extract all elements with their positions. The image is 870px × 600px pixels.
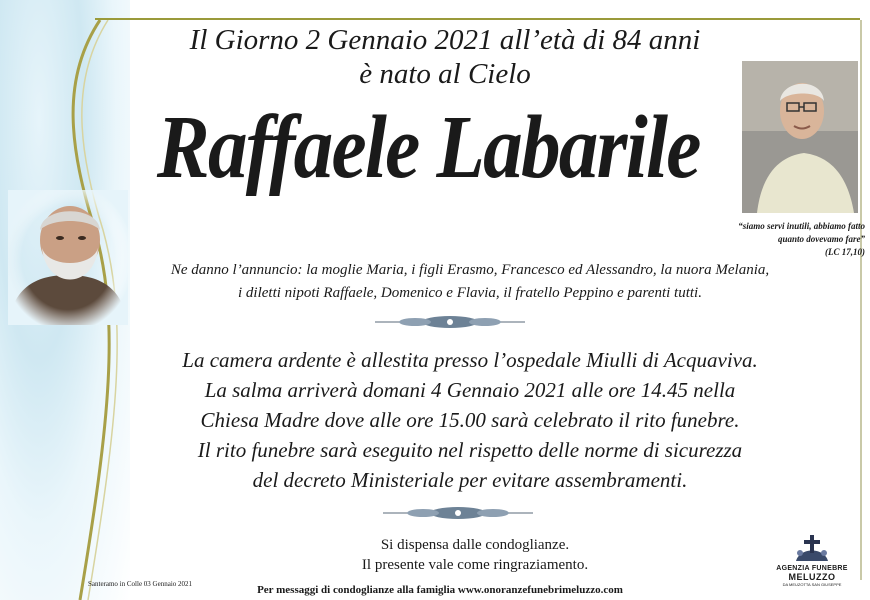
quote-line-2: quanto dovevamo fare”: [778, 234, 865, 244]
details-line-4: Il rito funebre sarà eseguito nel rispetto delle norme di sicurezza: [197, 438, 743, 462]
quote-reference: (LC 17,10): [825, 247, 865, 257]
logo-agency-label: AGENZIA FUNEBRE: [776, 565, 848, 572]
thanks-note: [300, 535, 650, 575]
heaven-line: è nato al Cielo: [359, 58, 531, 90]
portrait-photo: [742, 61, 858, 213]
bible-quote: [735, 220, 865, 259]
details-line-1: La camera ardente è allestita presso l’ospedale Miulli di Acquaviva.: [182, 348, 758, 372]
death-date-line: Il Giorno 2 Gennaio 2021 all’età di 84 anni: [189, 24, 701, 56]
announcement-line-2: i diletti nipoti Raffaele, Domenico e Flavia, il fratello Peppino e parenti tutti.: [238, 285, 702, 301]
ornament-divider-icon: [383, 505, 533, 521]
place-date: Santeramo in Colle 03 Gennaio 2021: [88, 580, 193, 588]
details-line-5: del decreto Ministeriale per evitare assembramenti.: [252, 468, 688, 492]
right-border-line: [860, 20, 862, 580]
logo-agency-name: MELUZZO: [788, 572, 836, 582]
cross-emblem-icon: [792, 533, 832, 565]
saint-portrait: [8, 190, 128, 325]
quote-line-1: “siamo servi inutili, abbiamo fatto: [738, 221, 865, 231]
details-line-2: La salma arriverà domani 4 Gennaio 2021 alle ore 14.45 nella: [204, 378, 736, 402]
thanks-line-1: Si dispensa dalle condoglianze.: [380, 537, 570, 553]
thanks-line-2: Il presente vale come ringraziamento.: [361, 557, 589, 573]
ornament-divider-icon: [375, 314, 525, 330]
details-line-3: Chiesa Madre dove alle ore 15.00 sarà celebrato il rito funebre.: [200, 408, 740, 432]
contact-line: Per messaggi di condoglianze alla famiglia www.onoranzefunebrimeluzzo.com: [257, 584, 623, 596]
announcement: [160, 259, 780, 305]
logo-subtitle: DA MEUZOTTA SAN GIUSEPPE: [782, 582, 842, 587]
funeral-agency-logo: [772, 531, 852, 595]
announcement-line-1: Ne danno l’annuncio: la moglie Maria, i figli Erasmo, Francesco ed Alessandro, la nuora Melania,: [170, 262, 770, 278]
top-border-line: [95, 18, 860, 20]
funeral-details: [150, 345, 790, 495]
deceased-name: Raffaele Labarile: [156, 98, 700, 197]
